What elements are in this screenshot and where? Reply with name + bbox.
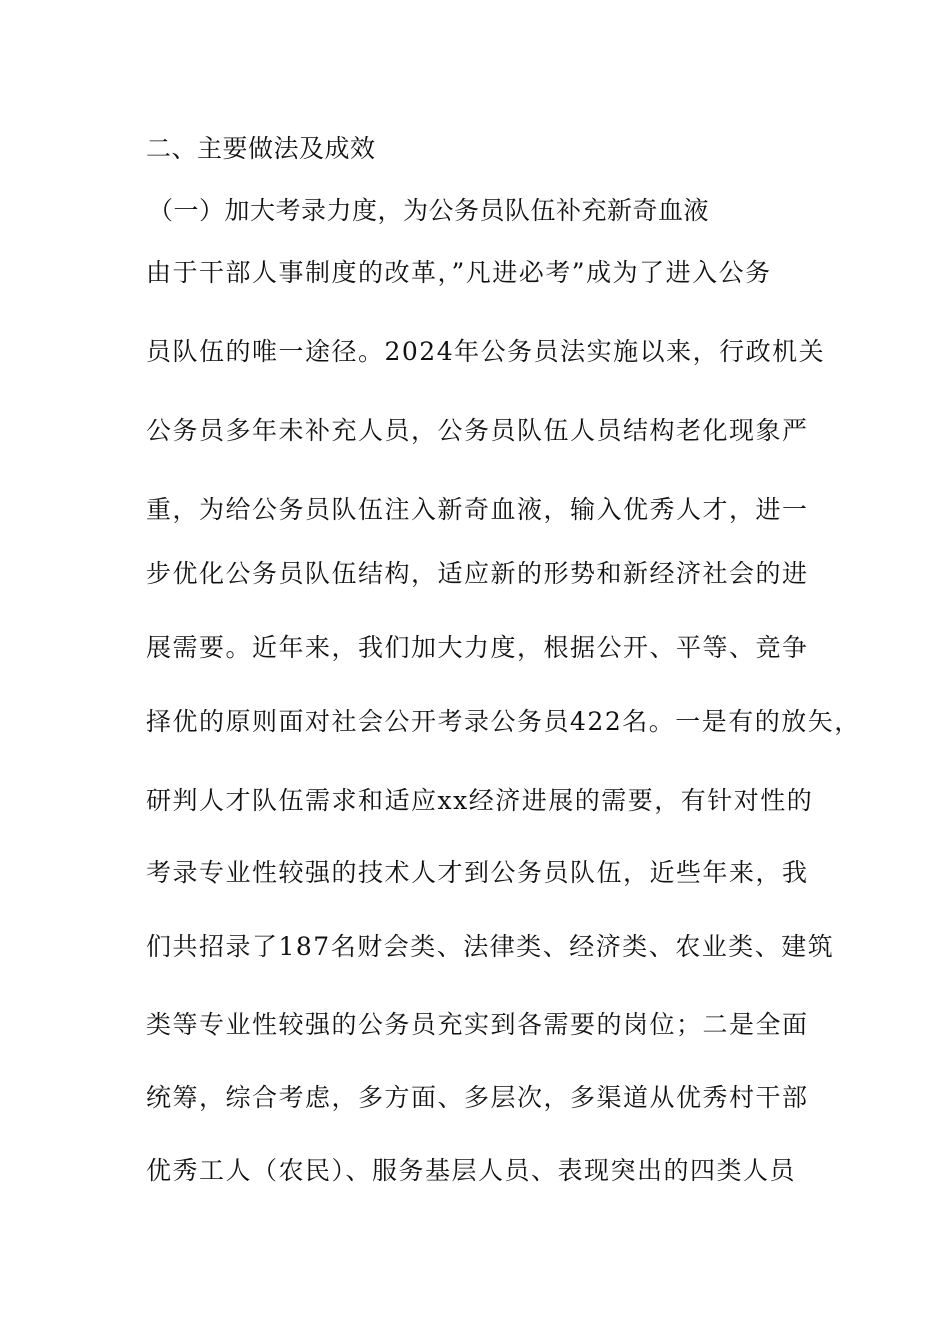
paragraph-line: 研判人才队伍需求和适应xx经济进展的需要，有针对性的 — [146, 786, 814, 815]
paragraph-line: 公务员多年未补充人员，公务员队伍人员结构老化现象严 — [146, 416, 809, 445]
paragraph-line: 展需要。近年来，我们加大力度，根据公开、平等、竞争 — [146, 633, 809, 662]
paragraph-line: 重，为给公务员队伍注入新奇血液，输入优秀人才，进一 — [146, 495, 809, 524]
paragraph-line: 考录专业性较强的技术人才到公务员队伍，近些年来，我 — [146, 858, 809, 887]
paragraph-line: 择优的原则面对社会公开考录公务员422名。一是有的放矢， — [146, 707, 861, 736]
section-heading: 二、主要做法及成效 — [146, 134, 376, 163]
paragraph-line: 步优化公务员队伍结构，适应新的形势和新经济社会的进 — [146, 559, 809, 588]
paragraph-line: 优秀工人（农民）、服务基层人员、表现突出的四类人员 — [146, 1156, 797, 1185]
paragraph-line: 类等专业性较强的公务员充实到各需要的岗位；二是全面 — [146, 1010, 809, 1039]
paragraph-line: 们共招录了187名财会类、法律类、经济类、农业类、建筑 — [146, 932, 835, 961]
paragraph-line: 员队伍的唯一途径。2024年公务员法实施以来，行政机关 — [146, 337, 826, 366]
paragraph-line: 由于干部人事制度的改革，”凡进必考”成为了进入公务 — [146, 258, 772, 287]
subsection-heading: （一）加大考录力度，为公务员队伍补充新奇血液 — [148, 196, 710, 225]
paragraph-line: 统筹，综合考虑，多方面、多层次，多渠道从优秀村干部 — [146, 1083, 809, 1112]
